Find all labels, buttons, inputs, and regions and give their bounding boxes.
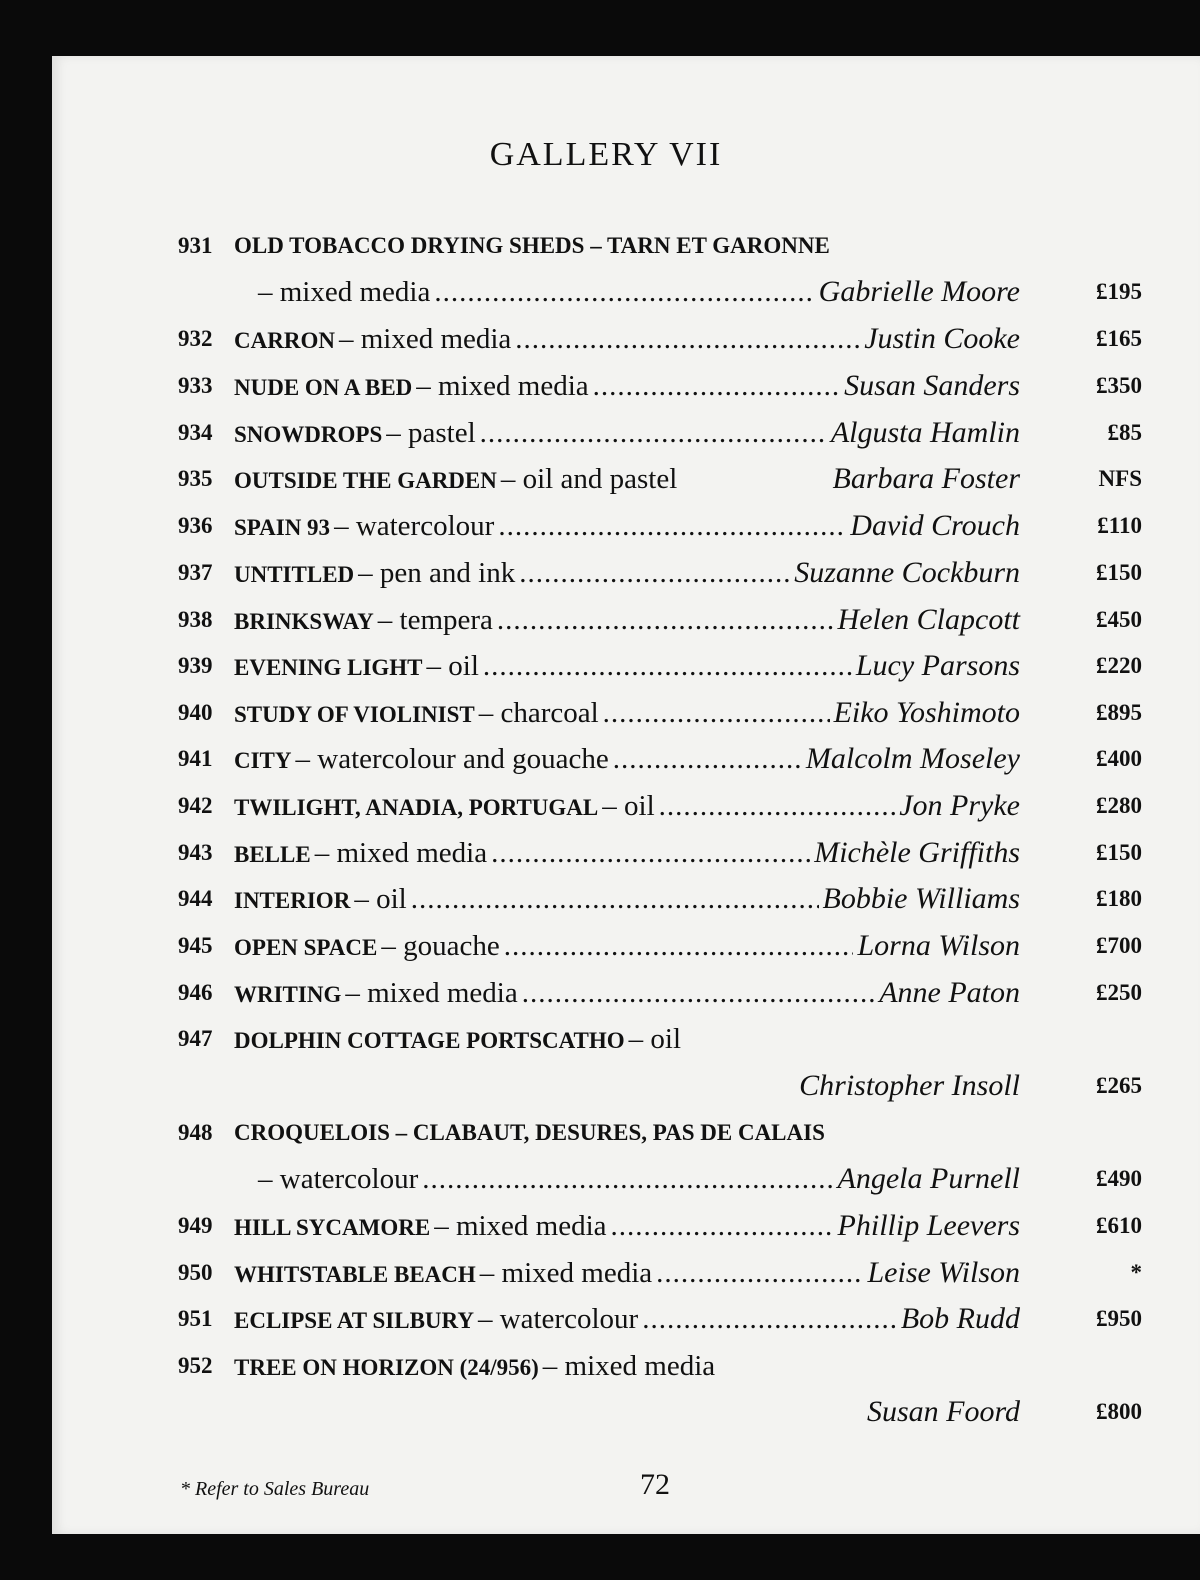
entry-price: £950 (1096, 1306, 1142, 1331)
entry-line (234, 973, 1020, 1013)
entry-945 (178, 926, 1142, 966)
entry-title-line (234, 1113, 1020, 1153)
entry-price: NFS (1098, 466, 1142, 491)
entry-artist: Leise Wilson (867, 1256, 1020, 1289)
entry-artist: Barbara Foster (832, 462, 1020, 495)
entry-line (234, 319, 1020, 359)
entry-line (234, 506, 1020, 546)
entry-941 (178, 739, 1142, 779)
entry-944 (178, 879, 1142, 919)
entry-title: EVENING LIGHT (234, 655, 423, 680)
entry-943 (178, 833, 1142, 873)
entry-title: UNTITLED (234, 562, 355, 587)
entry-number: 949 (178, 1213, 213, 1238)
entry-medium: – mixed media (542, 1350, 716, 1382)
entry-medium: – charcoal (478, 697, 599, 729)
entry-line (234, 1299, 1020, 1339)
entry-price: £800 (1096, 1399, 1142, 1424)
entry-line (234, 553, 1020, 593)
entry-medium: – pastel (386, 417, 476, 449)
entry-medium: – tempera (377, 604, 493, 636)
entry-medium: – oil (354, 883, 407, 915)
entry-title: ECLIPSE AT SILBURY (234, 1308, 474, 1333)
entry-line (234, 833, 1020, 873)
entry-line (234, 693, 1020, 733)
entry-line (234, 1206, 1020, 1246)
entry-medium: – mixed media (258, 276, 431, 308)
entry-number: 941 (178, 746, 213, 771)
entry-medium: – mixed media (479, 1257, 653, 1289)
entry-price: £85 (1107, 420, 1142, 445)
entry-line (234, 879, 1020, 919)
entry-detail-line (234, 1392, 1020, 1432)
entry-medium: – mixed media (345, 977, 518, 1009)
entry-medium: – oil (602, 790, 655, 822)
entry-medium: – mixed media (434, 1210, 607, 1242)
entry-medium: – watercolour and gouache (295, 743, 609, 775)
entry-artist: Suzanne Cockburn (794, 556, 1020, 589)
footnote: * Refer to Sales Bureau (180, 1478, 370, 1500)
entry-title-line (234, 226, 1020, 266)
leader-dots (504, 926, 854, 966)
leader-dots (434, 272, 814, 312)
entry-detail-line (258, 1159, 1020, 1199)
leader-dots (522, 973, 875, 1013)
entry-price: * (1130, 1260, 1142, 1285)
leader-dots (483, 646, 852, 686)
entry-934 (178, 413, 1142, 453)
leader-dots (613, 739, 802, 779)
gallery-title: GALLERY VII (489, 136, 723, 173)
leader-dots (611, 1206, 834, 1246)
entry-title-line (234, 1346, 1020, 1386)
entry-title: OUTSIDE THE GARDEN (234, 468, 497, 493)
entry-932 (178, 319, 1142, 359)
entry-931-detail (178, 272, 1142, 312)
entry-title: CITY (234, 748, 292, 773)
entry-title: CARRON (234, 328, 335, 353)
entry-price: £195 (1096, 279, 1142, 304)
entry-price: £150 (1096, 560, 1142, 585)
entry-artist: Lucy Parsons (855, 649, 1020, 682)
entry-artist: Bob Rudd (900, 1302, 1020, 1335)
entry-detail-line (258, 272, 1020, 312)
entry-line (234, 1253, 1020, 1293)
entry-number: 937 (178, 560, 213, 585)
entry-line (234, 926, 1020, 966)
entry-number: 936 (178, 513, 213, 538)
entry-number: 942 (178, 793, 213, 818)
entry-951 (178, 1299, 1142, 1339)
entry-title-line (234, 1019, 1020, 1059)
entry-title: CROQUELOIS – CLABAUT, DESURES, PAS DE CALAIS (234, 1120, 825, 1145)
entry-artist: Gabrielle Moore (818, 275, 1020, 308)
entry-artist: Algusta Hamlin (830, 416, 1020, 449)
entry-title: OLD TOBACCO DRYING SHEDS – TARN ET GARONNE (234, 233, 830, 258)
entry-artist: Anne Paton (879, 976, 1020, 1009)
entry-price: £265 (1096, 1073, 1142, 1098)
entry-title: DOLPHIN COTTAGE PORTSCATHO (234, 1028, 625, 1053)
entry-title: SNOWDROPS (234, 422, 383, 447)
entry-number: 947 (178, 1026, 213, 1051)
entry-number: 944 (178, 886, 213, 911)
entry-artist: Jon Pryke (899, 789, 1020, 822)
entry-medium: – watercolour (477, 1303, 639, 1335)
leader-dots (497, 600, 834, 640)
entry-950 (178, 1253, 1142, 1293)
entry-number: 931 (178, 233, 213, 258)
leader-dots (498, 506, 846, 546)
entry-938 (178, 600, 1142, 640)
entry-line (234, 413, 1020, 453)
entry-medium: – mixed media (338, 323, 512, 355)
entry-medium: – watercolour (258, 1163, 419, 1195)
entry-title: BRINKSWAY (234, 609, 374, 634)
entry-medium: – gouache (381, 930, 500, 962)
entry-number: 939 (178, 653, 213, 678)
entry-price: £165 (1096, 326, 1142, 351)
entry-number: 940 (178, 700, 213, 725)
entry-artist: Bobbie Williams (822, 882, 1020, 915)
entry-artist: Michèle Griffiths (814, 836, 1020, 869)
entry-number: 945 (178, 933, 213, 958)
entry-931 (178, 226, 1142, 266)
entry-number: 950 (178, 1260, 213, 1285)
entry-price: £700 (1096, 933, 1142, 958)
leader-dots (411, 879, 819, 919)
entry-947 (178, 1019, 1142, 1059)
entry-price: £610 (1096, 1213, 1142, 1238)
entry-line (234, 600, 1020, 640)
entry-medium: – watercolour (334, 510, 495, 542)
entry-artist: Susan Foord (866, 1395, 1020, 1428)
leader-dots (603, 693, 830, 733)
entry-medium: – oil (628, 1023, 682, 1055)
entry-title: SPAIN 93 (234, 515, 331, 540)
entry-detail-line (234, 1066, 1020, 1106)
leader-dots (422, 1159, 833, 1199)
entry-artist: Susan Sanders (844, 369, 1020, 402)
entry-937 (178, 553, 1142, 593)
leader-dots (480, 413, 827, 453)
entry-artist: David Crouch (850, 509, 1020, 542)
leader-dots (642, 1299, 897, 1339)
entry-medium: – pen and ink (358, 557, 516, 589)
entry-title: STUDY OF VIOLINIST (234, 702, 475, 727)
entry-medium: – oil (426, 650, 479, 682)
entry-title: HILL SYCAMORE (234, 1215, 431, 1240)
entry-artist: Lorna Wilson (857, 929, 1020, 962)
entry-number: 943 (178, 840, 213, 865)
entry-title: WRITING (234, 982, 342, 1007)
entry-title: OPEN SPACE (234, 935, 378, 960)
entry-line (234, 646, 1020, 686)
entry-price: £450 (1096, 607, 1142, 632)
entry-number: 952 (178, 1353, 213, 1378)
entry-line (234, 366, 1020, 406)
entry-line (234, 739, 1020, 779)
page-number: 72 (640, 1468, 670, 1501)
entry-medium: – mixed media (416, 370, 589, 402)
entry-number: 938 (178, 607, 213, 632)
entry-medium: – oil and pastel (500, 463, 678, 495)
entry-medium: – mixed media (314, 837, 488, 869)
entry-number: 935 (178, 466, 213, 491)
entry-948-detail (178, 1159, 1142, 1199)
entry-price: £110 (1097, 513, 1142, 538)
entry-947-detail (178, 1066, 1142, 1106)
entry-number: 948 (178, 1120, 213, 1145)
entry-price: £490 (1096, 1166, 1142, 1191)
entry-number: 933 (178, 373, 213, 398)
entry-price: £280 (1096, 793, 1142, 818)
entry-title: WHITSTABLE BEACH (234, 1262, 476, 1287)
entry-artist: Helen Clapcott (837, 603, 1020, 636)
leader-dots (659, 786, 896, 826)
leader-dots (519, 553, 790, 593)
entry-price: £350 (1096, 373, 1142, 398)
entry-939 (178, 646, 1142, 686)
entry-artist: Justin Cooke (864, 322, 1020, 355)
leader-dots (593, 366, 841, 406)
entry-price: £150 (1096, 840, 1142, 865)
entry-952 (178, 1346, 1142, 1386)
entry-number: 951 (178, 1306, 213, 1331)
entry-price: £400 (1096, 746, 1142, 771)
entry-949 (178, 1206, 1142, 1246)
entry-948 (178, 1113, 1142, 1153)
entry-line (234, 459, 1020, 499)
entry-942 (178, 786, 1142, 826)
entry-title: TREE ON HORIZON (24/956) (234, 1355, 539, 1380)
entry-line (234, 786, 1020, 826)
leader-dots (656, 1253, 863, 1293)
entry-933 (178, 366, 1142, 406)
entry-artist: Christopher Insoll (799, 1069, 1020, 1102)
entry-artist: Malcolm Moseley (805, 742, 1020, 775)
entry-946 (178, 973, 1142, 1013)
entry-940 (178, 693, 1142, 733)
entry-952-detail (178, 1392, 1142, 1432)
entry-price: £250 (1096, 980, 1142, 1005)
entry-936 (178, 506, 1142, 546)
entry-artist: Eiko Yoshimoto (833, 696, 1020, 729)
entry-price: £895 (1096, 700, 1142, 725)
entry-title: BELLE (234, 842, 311, 867)
entry-number: 934 (178, 420, 213, 445)
entry-number: 946 (178, 980, 213, 1005)
entry-935 (178, 459, 1142, 499)
entry-artist: Angela Purnell (837, 1162, 1020, 1195)
entry-number: 932 (178, 326, 213, 351)
entry-title: INTERIOR (234, 888, 351, 913)
leader-dots (491, 833, 810, 873)
entry-price: £220 (1096, 653, 1142, 678)
leader-dots (515, 319, 860, 359)
entry-artist: Phillip Leevers (837, 1209, 1020, 1242)
entry-price: £180 (1096, 886, 1142, 911)
entry-title: NUDE ON A BED (234, 375, 413, 400)
entry-title: TWILIGHT, ANADIA, PORTUGAL (234, 795, 599, 820)
